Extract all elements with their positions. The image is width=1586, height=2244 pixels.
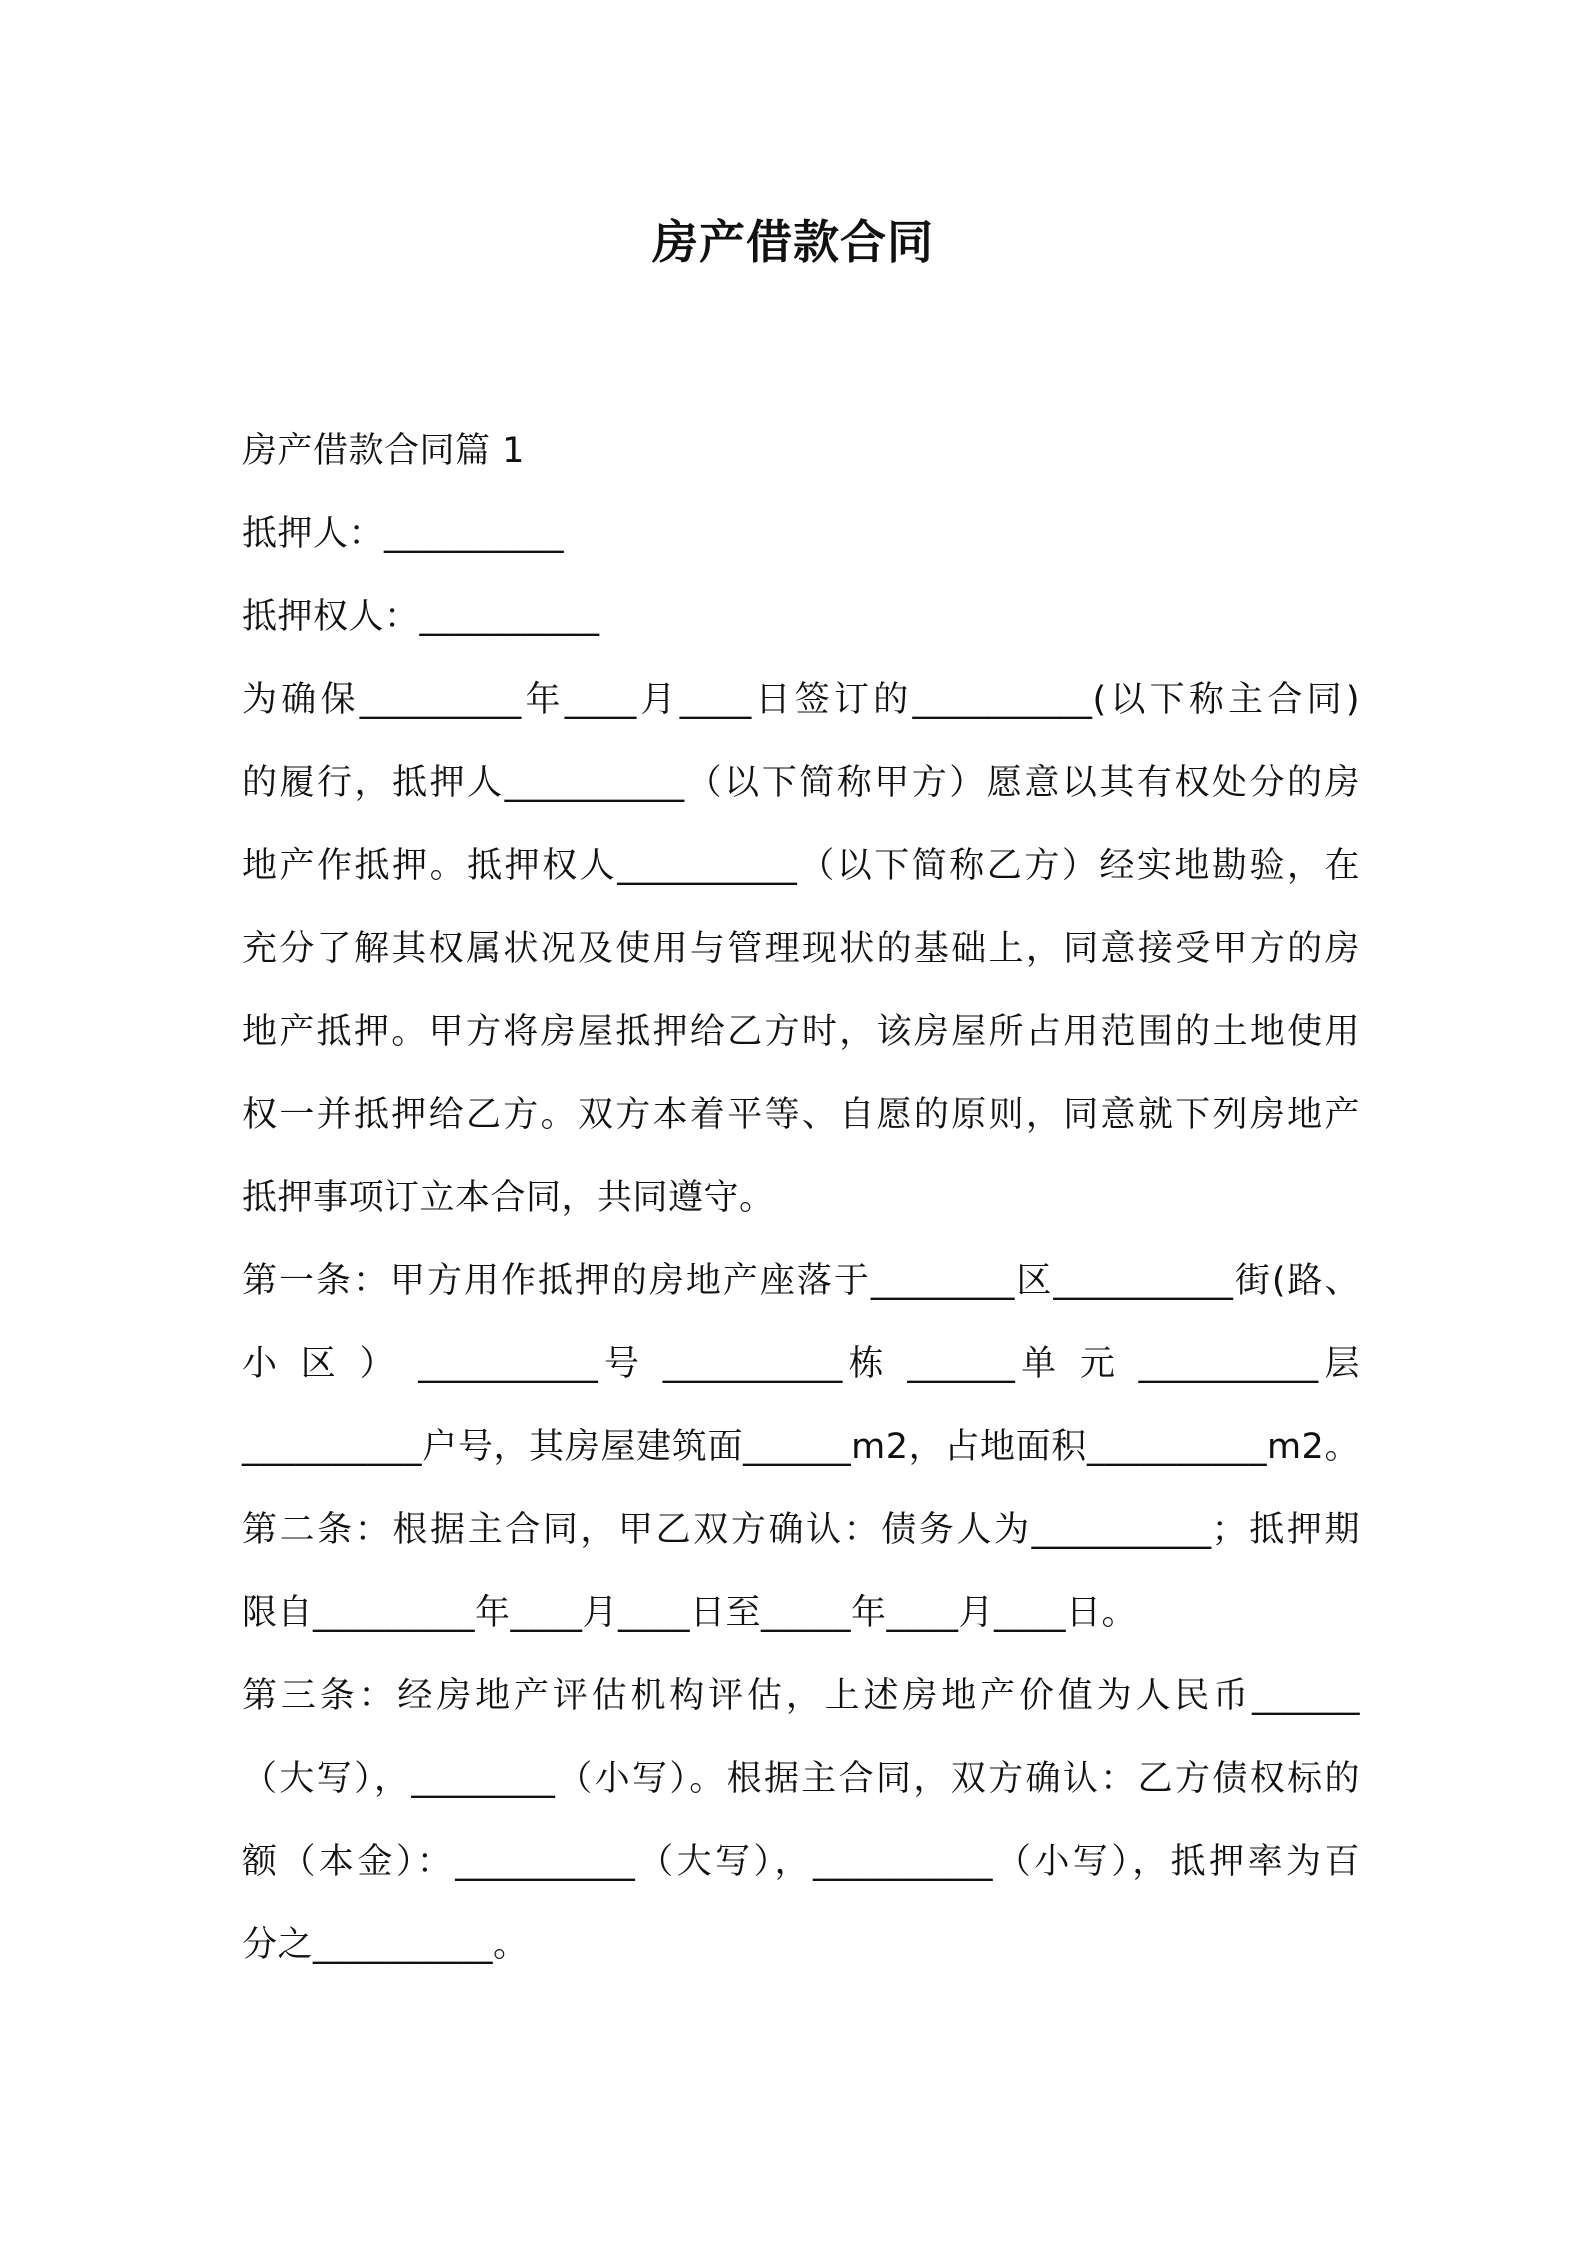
article-2-line: 第二条：根据主合同，甲乙双方确认：债务人为__________；抵押期 [242, 1510, 1360, 1550]
paragraph-line: 为确保_________年____月____日签订的__________(以下称主合同) [242, 680, 1360, 720]
article-1-line: 第一条：甲方用作抵押的房地产座落于________区__________街(路、 [242, 1261, 1360, 1301]
section-heading: 房产借款合同篇 1 [242, 431, 525, 471]
paragraph-line: 权一并抵押给乙方。双方本着平等、自愿的原则，同意就下列房地产 [242, 1095, 1360, 1135]
paragraph-line: 抵押事项订立本合同，共同遵守。 [242, 1178, 775, 1218]
paragraph-line: 地产抵押。甲方将房屋抵押给乙方时，该房屋所占用范围的土地使用 [242, 1012, 1360, 1052]
paragraph-line: 地产作抵押。抵押权人__________（以下简称乙方）经实地勘验，在 [242, 846, 1360, 886]
article-2-line: 限自_________年____月____日至_____年____月____日。 [242, 1593, 1138, 1633]
document-title: 房产借款合同 [652, 215, 934, 269]
article-3-line: 额（本金）：__________（大写），__________（小写），抵押率为百 [242, 1842, 1360, 1882]
mortgagee-line: 抵押权人：__________ [242, 597, 600, 637]
mortgagor-line: 抵押人：__________ [242, 514, 565, 554]
paragraph-line: 充分了解其权属状况及使用与管理现状的基础上，同意接受甲方的房 [242, 929, 1360, 969]
article-1-line: __________户号，其房屋建筑面______m2，占地面积__________m2。 [242, 1427, 1360, 1467]
article-3-line: 分之__________。 [242, 1925, 529, 1965]
article-1-line: 小 区 ） __________号 __________栋 ______单 元 __________层 [242, 1344, 1360, 1384]
document-body [242, 410, 1360, 1987]
paragraph-line: 的履行，抵押人__________（以下简称甲方）愿意以其有权处分的房 [242, 763, 1360, 803]
article-3-line: 第三条：经房地产评估机构评估，上述房地产价值为人民币______ [242, 1676, 1360, 1716]
article-3-line: （大写），________（小写）。根据主合同，双方确认：乙方债权标的 [242, 1759, 1360, 1799]
